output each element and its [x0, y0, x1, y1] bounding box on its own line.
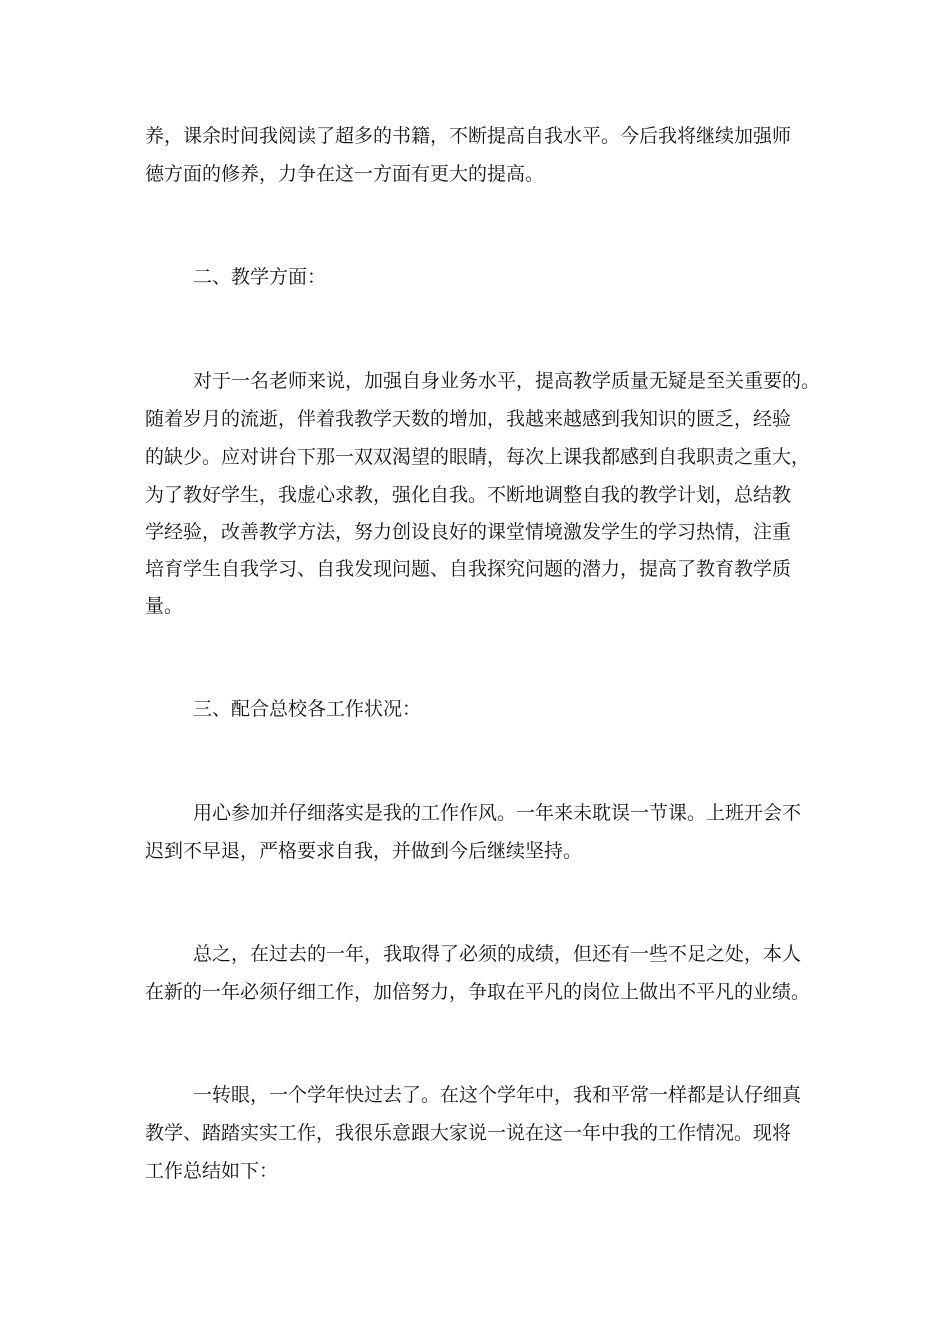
paragraph-line: 养，课余时间我阅读了超多的书籍，不断提高自我水平。今后我将继续加强师 — [145, 125, 792, 147]
paragraph-line: 一转眼，一个学年快过去了。在这个学年中，我和平常一样都是认仔细真 — [193, 1084, 802, 1106]
paragraph-line: 德方面的修养，力争在这一方面有更大的提高。 — [145, 163, 545, 185]
paragraph-line: 为了教好学生，我虚心求教，强化自我。不断地调整自我的教学计划，总结教 — [145, 484, 792, 506]
section-heading-cooperation: 三、配合总校各工作状况： — [193, 698, 422, 720]
paragraph-line: 工作总结如下： — [145, 1160, 279, 1182]
paragraph-line: 的缺少。应对讲台下那一双双渴望的眼睛，每次上课我都感到自我职责之重大， — [145, 446, 811, 468]
section-heading-teaching: 二、教学方面： — [193, 266, 327, 288]
paragraph-line: 在新的一年必须仔细工作，加倍努力，争取在平凡的岗位上做出不平凡的业绩。 — [145, 981, 811, 1003]
paragraph-line: 学经验，改善教学方法，努力创设良好的课堂情境激发学生的学习热情，注重 — [145, 521, 792, 543]
paragraph-line: 迟到不早退，严格要求自我，并做到今后继续坚持。 — [145, 840, 583, 862]
paragraph-line: 教学、踏踏实实工作，我很乐意跟大家说一说在这一年中我的工作情况。现将 — [145, 1122, 792, 1144]
paragraph-line: 培育学生自我学习、自我发现问题、自我探究问题的潜力，提高了教育教学质 — [145, 558, 792, 580]
paragraph-line: 用心参加并仔细落实是我的工作作风。一年来未耽误一节课。上班开会不 — [193, 802, 802, 824]
paragraph-line: 量。 — [145, 595, 184, 617]
paragraph-line: 总之，在过去的一年，我取得了必须的成绩，但还有一些不足之处，本人 — [193, 943, 802, 965]
paragraph-line: 随着岁月的流逝，伴着我教学天数的增加，我越来越感到我知识的匮乏，经验 — [145, 408, 792, 430]
paragraph-line: 对于一名老师来说，加强自身业务水平，提高教学质量无疑是至关重要的。 — [193, 370, 821, 392]
